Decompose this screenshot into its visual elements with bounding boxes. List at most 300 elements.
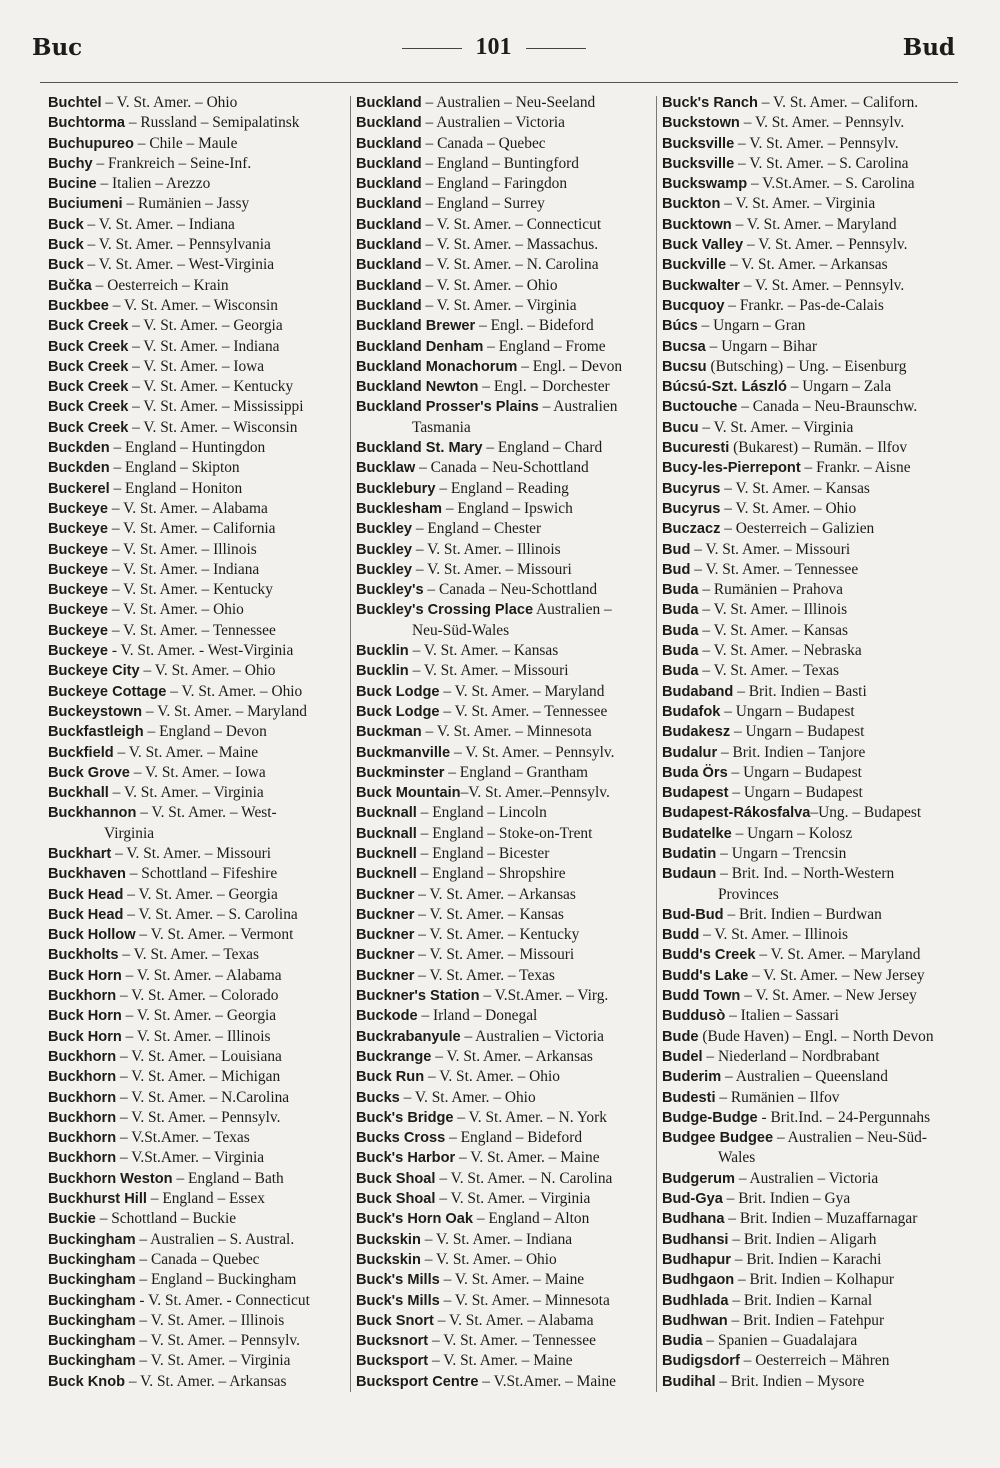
place-name: Buck Mountain [356, 785, 461, 802]
place-name: Bud [662, 541, 691, 558]
place-location: – V. St. Amer. – Pennsylv. [734, 134, 899, 152]
place-location: – V. St. Amer. – Alabama [108, 499, 268, 517]
place-name: Budatin [662, 845, 717, 862]
place-name: Buck Horn [48, 1028, 122, 1045]
place-location: – Brit. Indien – Aligarh [728, 1230, 877, 1248]
place-name: Buck Valley [662, 237, 744, 254]
place-name: Buckholts [48, 947, 119, 964]
place-name: Buckeystown [48, 703, 143, 720]
gazetteer-entry [662, 905, 962, 925]
gazetteer-entry [662, 925, 962, 945]
place-name: Buckner's Station [356, 988, 480, 1005]
place-name: Buck Creek [48, 318, 129, 335]
gazetteer-entry [48, 499, 348, 519]
column-divider-2 [656, 96, 657, 1392]
place-name: Buck Snort [356, 1312, 434, 1329]
place-location: – Canada – Neu-Schottland [423, 581, 598, 599]
gazetteer-entry [662, 763, 962, 783]
place-name: Buckeye [48, 541, 109, 558]
place-location: – Ungarn – Kolosz [731, 824, 853, 842]
place-name: Buckland [356, 155, 422, 172]
place-location: – V. St. Amer. – Colorado [116, 987, 279, 1005]
place-location: – V. St. Amer. – Georgia [123, 885, 278, 903]
gazetteer-entry [48, 1351, 348, 1371]
place-name: Buchtorma [48, 115, 126, 132]
gazetteer-entry [48, 783, 348, 803]
place-location: – V. St. Amer. – Illinois [108, 540, 257, 558]
place-name: Buckhall [48, 785, 109, 802]
place-location: – Engl. – Dorchester [478, 378, 610, 396]
gazetteer-entry [48, 519, 348, 539]
place-location: – V. St. Amer. – Wisconsin [128, 418, 298, 436]
place-location: – Australien – Neu-Seeland [421, 94, 596, 111]
place-name: Buckeye Cottage [48, 683, 167, 700]
place-name: Buckie [48, 1211, 96, 1228]
place-location: – Australien – Victoria [460, 1027, 604, 1045]
gazetteer-entry [356, 134, 656, 154]
place-location: – V. St. Amer. – Arkansas [414, 885, 576, 903]
gazetteer-entry [48, 337, 348, 357]
place-name: Buctouche [662, 399, 738, 416]
place-name: Buckhorn [48, 1150, 117, 1167]
place-location: – Ungarn – Bihar [705, 337, 817, 355]
place-name: Bucksnort [356, 1333, 429, 1350]
gazetteer-entry [662, 1372, 962, 1392]
place-location: – V. St. Amer. – Missouri [111, 844, 272, 862]
place-name: Búcsú-Szt. László [662, 379, 787, 396]
place-location: – V. St. Amer. – S. Carolina [734, 154, 909, 172]
place-location: – England – Frome [483, 337, 606, 355]
place-location: – V. St. Amer. – Louisiana [116, 1047, 282, 1065]
gazetteer-entry [48, 925, 348, 945]
place-name: Buda [662, 643, 699, 660]
gazetteer-entry [48, 215, 348, 235]
gazetteer-entry [356, 661, 656, 681]
gazetteer-entry [48, 905, 348, 925]
place-name: Buck's Harbor [356, 1150, 456, 1167]
place-name: Buckland Brewer [356, 318, 476, 335]
place-name: Budd's Lake [662, 967, 749, 984]
gazetteer-entry [662, 986, 962, 1006]
place-location: – V. St. Amer. – Massachus. [421, 236, 599, 254]
gazetteer-entry [48, 682, 348, 702]
gazetteer-entry [48, 1230, 348, 1250]
gazetteer-entry [356, 458, 656, 478]
place-location: – England – Buntingford [421, 154, 579, 172]
place-location: - V. St. Amer. - Connecticut [135, 1291, 310, 1309]
place-location: – Brit. Ind. – North-Western [716, 865, 895, 883]
place-location: – Italien – Arezzo [96, 175, 211, 193]
gazetteer-entry [48, 1291, 348, 1311]
place-location: – England – Skipton [109, 459, 240, 477]
place-name: Buddusò [662, 1008, 726, 1025]
place-name: Buckland [356, 196, 422, 213]
place-name: Buckskin [356, 1251, 421, 1268]
place-location: – England – Honiton [109, 479, 243, 497]
gazetteer-entry [662, 1088, 962, 1108]
gazetteer-entry [662, 1230, 962, 1250]
place-name: Buckland [356, 237, 422, 254]
gazetteer-entry [48, 844, 348, 864]
place-name: Buckeye [48, 622, 109, 639]
gazetteer-entry [48, 661, 348, 681]
place-location: – V. St. Amer. – Mississippi [128, 398, 304, 416]
entry-continuation: Wales [718, 1149, 756, 1167]
place-location: – Brit. Indien – Karnal [728, 1291, 873, 1309]
place-location: – Canada – Neu-Schottland [415, 459, 589, 477]
place-name: Budapest [662, 785, 729, 802]
gazetteer-entry [356, 580, 656, 600]
place-location: – England – Lincoln [416, 804, 547, 822]
place-name: Buda [662, 622, 699, 639]
gazetteer-entry [48, 702, 348, 722]
gazetteer-entry [356, 499, 656, 519]
gazetteer-entry [356, 276, 656, 296]
place-name: Buck Lodge [356, 703, 440, 720]
place-name: Buckode [356, 1008, 418, 1025]
place-location: – V. St. Amer. – Illinois [135, 1311, 285, 1329]
place-location: – V. St. Amer. – Alabama [121, 966, 282, 984]
gazetteer-entry [662, 1291, 962, 1311]
place-name: Bučka [48, 277, 92, 294]
place-name: Budd's Creek [662, 947, 756, 964]
place-name: Budafok [662, 703, 721, 720]
gazetteer-entry [356, 479, 656, 499]
place-location: – V. St. Amer. – Illinois [411, 540, 561, 558]
gazetteer-entry [662, 661, 962, 681]
place-location: – Oesterreich – Mähren [739, 1352, 890, 1370]
place-location: – V. St. Amer. – Virginia [435, 1190, 591, 1208]
place-name: Budd [662, 927, 700, 944]
place-location: – V. St. Amer. – Tennessee [439, 702, 608, 720]
place-name: Buckingham [48, 1333, 136, 1350]
place-location: – Canada – Quebec [135, 1250, 260, 1268]
gazetteer-entry [662, 499, 962, 519]
place-location: – V. St. Amer. – Vermont [135, 926, 294, 944]
place-location: (Bude Haven) – Engl. – North Devon [698, 1027, 934, 1045]
gazetteer-entry [662, 743, 962, 763]
gazetteer-entry [662, 540, 962, 560]
gazetteer-entry [48, 194, 348, 214]
place-location: – Australien – Neu-Süd- [773, 1129, 927, 1147]
place-location: – V. St. Amer. – Virginia [698, 418, 854, 436]
place-name: Buckeye [48, 643, 109, 660]
place-location: – Spanien – Guadalajara [702, 1332, 858, 1350]
gazetteer-entry [356, 377, 656, 397]
gazetteer-entry [662, 296, 962, 316]
gazetteer-entry [662, 194, 962, 214]
gazetteer-entry [662, 1351, 962, 1371]
place-location: – V. St. Amer. – Michigan [116, 1068, 281, 1086]
place-name: Budhansi [662, 1231, 729, 1248]
place-name: Bucklin [356, 643, 409, 660]
gazetteer-entry [662, 316, 962, 336]
place-name: Buck Shoal [356, 1170, 436, 1187]
gazetteer-entry [48, 479, 348, 499]
gazetteer-entry [662, 1209, 962, 1229]
place-name: Buckland [356, 135, 422, 152]
place-name: Buda [662, 582, 699, 599]
place-name: Buciumeni [48, 196, 123, 213]
gazetteer-entry [356, 1006, 656, 1026]
gazetteer-entry [356, 1169, 656, 1189]
place-name: Buckland [356, 277, 422, 294]
place-location: – England – Buckingham [135, 1271, 297, 1289]
gazetteer-entry [662, 966, 962, 986]
place-name: Buckhannon [48, 805, 137, 822]
gazetteer-entry [662, 803, 962, 823]
gazetteer-entry [48, 1088, 348, 1108]
place-location: – V. St. Amer. – Maine [455, 1149, 600, 1167]
place-name: Buchtel [48, 95, 102, 111]
place-name: Budapest-Rákosfalva [662, 805, 811, 822]
place-location: – V. St. Amer. – Georgia [128, 317, 283, 335]
place-location: – Brit. Indien – Burdwan [723, 905, 882, 923]
gazetteer-entry [356, 255, 656, 275]
place-name: Bucknell [356, 866, 417, 883]
place-name: Budgee Budgee [662, 1130, 774, 1147]
gazetteer-entry [662, 783, 962, 803]
place-location: – Ungarn – Budapest [730, 723, 865, 741]
place-location: – V. St. Amer. – Indiana [420, 1230, 573, 1248]
entry-continuation: Neu-Süd-Wales [412, 621, 510, 639]
gazetteer-entry [48, 113, 348, 133]
place-name: Bucksville [662, 135, 735, 152]
gazetteer-entry [662, 479, 962, 499]
gazetteer-entry [48, 235, 348, 255]
place-location: – V.St.Amer. – Virginia [116, 1149, 265, 1167]
place-location: – V. St. Amer. – Pennsylv. [135, 1332, 300, 1350]
header-left-keyword: Buc [32, 34, 83, 61]
gazetteer-entry [662, 337, 962, 357]
place-name: Buckhorn [48, 1130, 117, 1147]
place-name: Buckingham [48, 1312, 136, 1329]
place-name: Buck [48, 237, 84, 254]
place-location: – V. St. Amer. – Ohio [424, 1068, 560, 1086]
gazetteer-entry [48, 580, 348, 600]
gazetteer-entry [48, 134, 348, 154]
place-location: – Brit. Indien – Muzaffarnagar [724, 1210, 918, 1228]
gazetteer-entry [662, 357, 962, 377]
place-name: Bucklaw [356, 460, 416, 477]
place-name: Buckley's Crossing Place [356, 602, 534, 619]
place-name: Buckeye [48, 582, 109, 599]
place-location: – V. St. Amer. – Kentucky [414, 926, 580, 944]
place-name: Buchy [48, 155, 93, 172]
place-name: Buckswamp [662, 176, 748, 193]
place-name: Budhwan [662, 1312, 728, 1329]
place-location: – V. St. Amer. – New Jersey [740, 987, 917, 1005]
place-name: Buck's Mills [356, 1272, 440, 1289]
place-location: – V. St. Amer. – Nebraska [698, 642, 862, 660]
place-name: Bud-Gya [662, 1191, 723, 1208]
gazetteer-entry [48, 296, 348, 316]
place-location: – Ungarn – Budapest [720, 702, 855, 720]
place-location: (Bukarest) – Rumän. – Ilfov [729, 439, 908, 457]
gazetteer-entry [356, 1270, 656, 1290]
place-name: Buckhorn [48, 1089, 117, 1106]
place-name: Buck Creek [48, 358, 129, 375]
gazetteer-entry [356, 215, 656, 235]
place-name: Bude [662, 1028, 699, 1045]
place-location: – V. St. Amer. – Kansas [408, 642, 559, 660]
place-name: Budge-Budge [662, 1109, 758, 1126]
gazetteer-entry [662, 702, 962, 722]
place-name: Budhana [662, 1211, 725, 1228]
place-name: Bucklin [356, 663, 409, 680]
gazetteer-entry [662, 255, 962, 275]
gazetteer-entry [662, 1027, 962, 1047]
place-name: Buckland St. Mary [356, 440, 483, 457]
place-location: – V. St. Amer. – Georgia [121, 1007, 277, 1025]
gazetteer-entry [662, 154, 962, 174]
place-name: Buckner [356, 947, 415, 964]
place-location: – V. St. Amer. – S. Carolina [123, 905, 298, 923]
place-name: Buckhorn [48, 1109, 117, 1126]
place-name: Buckingham [48, 1272, 136, 1289]
place-name: Buckeye [48, 500, 109, 517]
gazetteer-entry [48, 1250, 348, 1270]
entry-continuation: Virginia [104, 824, 155, 842]
place-location: – V. St. Amer. – N. Carolina [435, 1169, 613, 1187]
place-location: – England – Essex [146, 1190, 265, 1208]
gazetteer-entry [48, 560, 348, 580]
place-name: Buckner [356, 927, 415, 944]
place-name: Bud [662, 561, 691, 578]
place-name: Buckner [356, 886, 415, 903]
place-name: Buckley [356, 521, 412, 538]
gazetteer-entry [356, 519, 656, 539]
gazetteer-entry [356, 296, 656, 316]
place-location: – V. St. Amer. – Pennsylv. [739, 114, 905, 132]
place-name: Bucktown [662, 216, 732, 233]
gazetteer-entry [356, 905, 656, 925]
place-name: Buck [48, 257, 84, 274]
place-name: Buckhaven [48, 866, 126, 883]
place-name: Buckville [662, 257, 727, 274]
gazetteer-entry [48, 1189, 348, 1209]
gazetteer-entry [662, 93, 962, 113]
gazetteer-entry [356, 337, 656, 357]
place-name: Buck Creek [48, 399, 129, 416]
place-name: Bucklesham [356, 500, 442, 517]
place-location: – Irland – Donegal [417, 1007, 538, 1025]
gazetteer-entry [356, 438, 656, 458]
gazetteer-entry [48, 438, 348, 458]
place-location: – England – Bath [172, 1169, 284, 1187]
place-location: – Canada – Neu-Braunschw. [737, 398, 918, 416]
gazetteer-entry [356, 316, 656, 336]
gazetteer-entry [356, 93, 656, 113]
place-name: Buckland Monachorum [356, 358, 518, 375]
place-location: – V. St. Amer. – Maine [113, 743, 259, 761]
place-location: – V. St. Amer. – Iowa [129, 763, 266, 781]
gazetteer-entry [48, 743, 348, 763]
place-location: – V. St. Amer. – Virginia [421, 296, 577, 314]
place-location: – Ungarn – Budapest [728, 784, 863, 802]
place-location: – Chile – Maule [133, 134, 238, 152]
place-location: – V. St. Amer. – Arkansas [726, 256, 888, 274]
gazetteer-entry [48, 1027, 348, 1047]
place-name: Buda [662, 663, 699, 680]
place-name: Buck Run [356, 1069, 425, 1086]
place-name: Buck Creek [48, 419, 129, 436]
gazetteer-entry [662, 1270, 962, 1290]
gazetteer-entry [48, 1331, 348, 1351]
place-location: – Italien – Sassari [725, 1007, 839, 1025]
place-location: – England – Reading [435, 479, 569, 497]
header-dash-left [402, 48, 462, 49]
gazetteer-entry [356, 864, 656, 884]
place-location: – V. St. Amer. – West-Virginia [83, 256, 275, 274]
gazetteer-entry [356, 600, 656, 620]
place-name: Bucsa [662, 338, 706, 355]
place-name: Buckner [356, 967, 415, 984]
place-location: – V. St. Amer. – Kentucky [128, 378, 294, 396]
place-location: – V. St. Amer. – Missouri [690, 540, 851, 558]
place-name: Budhapur [662, 1251, 731, 1268]
place-name: Buckland [356, 95, 422, 111]
gazetteer-entry [48, 1128, 348, 1148]
gazetteer-entry [662, 134, 962, 154]
gazetteer-entry [662, 235, 962, 255]
place-name: Buckskin [356, 1231, 421, 1248]
gazetteer-entry [48, 945, 348, 965]
place-name: Budalur [662, 744, 718, 761]
place-location: – V. St. Amer. – Tennessee [690, 560, 859, 578]
place-name: Buckley [356, 561, 412, 578]
place-name: Bucuresti [662, 440, 730, 457]
entry-column-1 [48, 93, 348, 1392]
place-location: – V. St. Amer. – Missouri [411, 560, 572, 578]
gazetteer-entry [356, 1027, 656, 1047]
gazetteer-entry [356, 824, 656, 844]
place-name: Buck Knob [48, 1373, 126, 1390]
gazetteer-entry [356, 154, 656, 174]
place-location: – V.St.Amer. – S. Carolina [747, 175, 915, 193]
place-location: –Ung. – Budapest [810, 804, 922, 822]
place-location: – Australien – S. Austral. [135, 1230, 295, 1248]
place-location: – V. St. Amer. – Illinois [699, 926, 848, 944]
place-name: Bucklebury [356, 480, 436, 497]
place-location: – Australien – Victoria [734, 1169, 879, 1187]
place-name: Buckley's [356, 582, 424, 599]
place-location: – V. St. Amer. – Ohio [399, 1088, 536, 1106]
header-rule [40, 82, 958, 83]
place-name: Bucknell [356, 845, 417, 862]
gazetteer-entry [662, 1189, 962, 1209]
place-name: Buck's Mills [356, 1292, 440, 1309]
place-location: – Rumänien – Prahova [698, 581, 843, 599]
gazetteer-entry [662, 1108, 962, 1128]
header-dash-right [526, 48, 586, 49]
place-name: Buck Head [48, 886, 124, 903]
place-location: – England – Faringdon [421, 175, 568, 193]
place-name: Buda Örs [662, 764, 728, 781]
gazetteer-entry [356, 1148, 656, 1168]
place-location: – V. St. Amer. – Tennessee [108, 621, 276, 639]
place-name: Bucknall [356, 825, 417, 842]
place-location: – England – Huntingdon [109, 439, 266, 457]
place-location: – Ungarn – Budapest [727, 763, 862, 781]
place-name: Buckingham [48, 1231, 136, 1248]
gazetteer-entry [356, 1189, 656, 1209]
place-name: Bucsu [662, 358, 707, 375]
place-name: Buckhorn [48, 988, 117, 1005]
gazetteer-entry [662, 560, 962, 580]
gazetteer-entry [662, 824, 962, 844]
gazetteer-entry [662, 600, 962, 620]
